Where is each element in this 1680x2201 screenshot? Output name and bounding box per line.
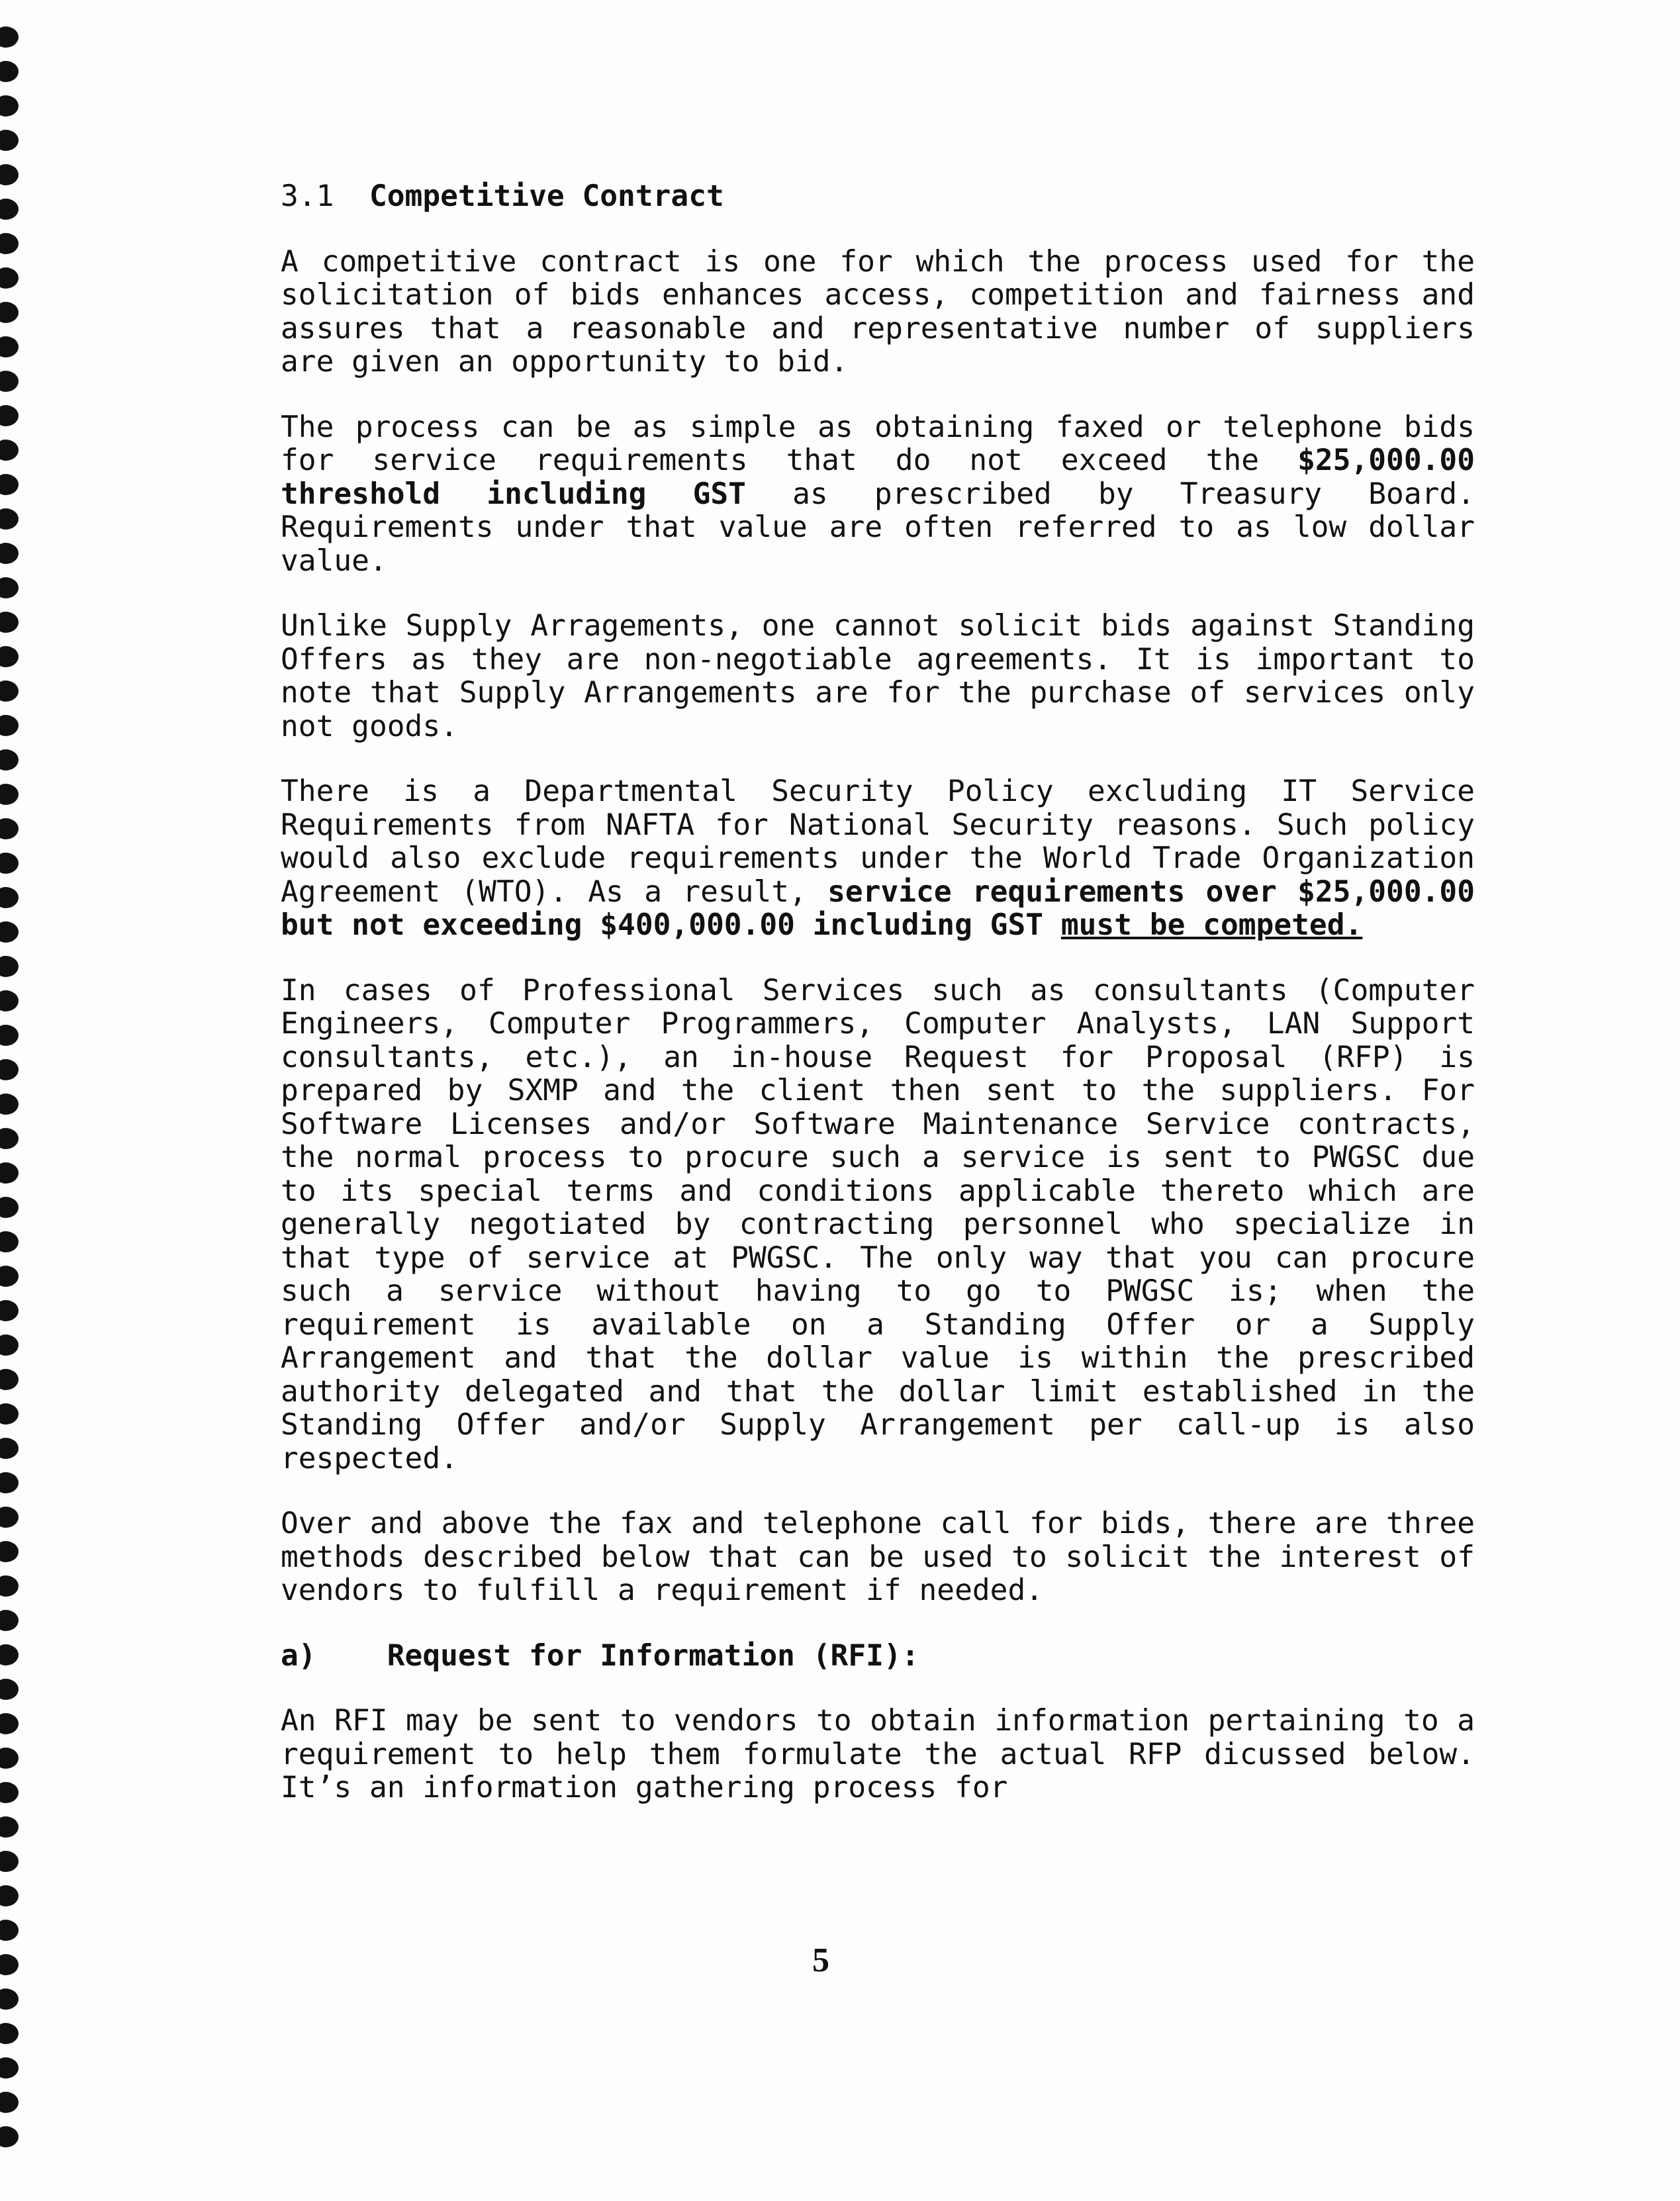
binding-hole bbox=[0, 1644, 19, 1665]
paragraph-professional-services: In cases of Professional Services such as consultants (Computer Engineers, Computer Programmers, Computer Analysts, LAN Support consultants, etc.), an in-house Request for Proposal (RFP) is prepared by SXMP and the client then sent to the suppliers. For Software Licenses and/or Software Maintenance Service contracts, the normal process to procure such a service is sent to PWGSC due to its special terms and conditions applicable thereto which are generally negotiated by contracting personnel who specialize in that type of service at PWGSC. The only way that you can procure such a service without having to go to PWGSC is; when the requirement is available on a Standing Offer or a Supply Arrangement and that the dollar value is within the prescribed authority delegated and that the dollar limit established in the Standing Offer and/or Supply Arrangement per call-up is also respected. bbox=[281, 973, 1475, 1475]
binding-hole bbox=[0, 1300, 19, 1321]
binding-hole bbox=[0, 336, 19, 357]
binding-hole bbox=[0, 267, 19, 289]
binding-hole bbox=[0, 371, 19, 392]
binding-hole bbox=[0, 1507, 19, 1528]
binding-hole bbox=[0, 2057, 19, 2079]
section-heading bbox=[281, 180, 1475, 214]
binding-hole bbox=[0, 302, 19, 323]
binding-hole bbox=[0, 853, 19, 874]
competition-requirement-emphasis: service requirements over $25,000.00 but not exceeding $400,000.00 including GST bbox=[281, 874, 1475, 942]
paragraph-solicitation-methods: Over and above the fax and telephone call for bids, there are three methods described below that can be used to solicit the interest of vendors to fulfill a requirement if needed. bbox=[281, 1507, 1475, 1607]
binding-hole bbox=[0, 2092, 19, 2113]
binding-hole bbox=[0, 749, 19, 771]
binding-hole bbox=[0, 543, 19, 564]
binding-hole bbox=[0, 1403, 19, 1425]
paragraph-rfi: An RFI may be sent to vendors to obtain information pertaining to a requirement to help them formulate the actual RFP dicussed below. It’s an information gathering process for bbox=[281, 1704, 1475, 1804]
binding-hole bbox=[0, 646, 19, 667]
binding-hole bbox=[0, 1059, 19, 1080]
binding-hole bbox=[0, 1128, 19, 1149]
section-title: Competitive Contract bbox=[369, 179, 724, 213]
binding-hole bbox=[0, 61, 19, 82]
binding-hole bbox=[0, 1335, 19, 1356]
binding-hole bbox=[0, 1162, 19, 1184]
page-number: 5 bbox=[812, 1942, 829, 1979]
binding-hole bbox=[0, 405, 19, 426]
binding-hole bbox=[0, 508, 19, 530]
binding-hole bbox=[0, 990, 19, 1011]
binding-hole bbox=[0, 95, 19, 117]
binding-hole bbox=[0, 1472, 19, 1493]
paragraph-supply-arrangements: Unlike Supply Arragements, one cannot solicit bids against Standing Offers as they are non-negotiable agreements. It is important to note that Supply Arrangements are for the purchase of services only not goods. bbox=[281, 609, 1475, 743]
binding-hole bbox=[0, 715, 19, 736]
section-number: 3.1 bbox=[281, 179, 334, 213]
binding-hole bbox=[0, 818, 19, 839]
binding-hole bbox=[0, 1025, 19, 1046]
spiral-binding bbox=[0, 26, 26, 2201]
binding-hole bbox=[0, 130, 19, 151]
subsection-marker: a) bbox=[281, 1638, 316, 1673]
binding-hole bbox=[0, 2126, 19, 2147]
must-be-competed-emphasis: must be competed. bbox=[1060, 908, 1363, 942]
paragraph-text: There is a Departmental Security Policy excluding IT Service Requirements from NAFTA for National Security reasons. Such policy would also exclude requirements under the World Trade Organization Agreement (WTO). As a result, bbox=[281, 774, 1475, 909]
paragraph-competitive-definition: A competitive contract is one for which the process used for the solicitation of bids enhances access, competition and fairness and assures that a reasonable and representative number of suppliers are given an opportunity to bid. bbox=[281, 244, 1475, 379]
binding-hole bbox=[0, 1816, 19, 1838]
threshold-emphasis: $25,000.00 threshold including GST bbox=[281, 444, 1475, 511]
binding-hole bbox=[0, 1369, 19, 1390]
page-content bbox=[281, 180, 1475, 1837]
binding-hole bbox=[0, 233, 19, 254]
paragraph-text: The process can be as simple as obtaining faxed or telephone bids for service requirements that do not exceed the bbox=[281, 410, 1475, 477]
binding-hole bbox=[0, 2023, 19, 2044]
binding-hole bbox=[0, 1989, 19, 2010]
binding-hole bbox=[0, 784, 19, 805]
binding-hole bbox=[0, 26, 19, 48]
paragraph-text: as prescribed by Treasury Board. Requirements under that value are often referred to as low dollar value. bbox=[281, 477, 1475, 578]
binding-hole bbox=[0, 1438, 19, 1459]
binding-hole bbox=[0, 921, 19, 943]
paragraph-security-policy bbox=[281, 775, 1475, 943]
binding-hole bbox=[0, 440, 19, 461]
binding-hole bbox=[0, 1748, 19, 1769]
binding-hole bbox=[0, 474, 19, 495]
binding-hole bbox=[0, 1920, 19, 1941]
subsection-title: Request for Information (RFI): bbox=[387, 1638, 919, 1673]
binding-hole bbox=[0, 1231, 19, 1252]
binding-hole bbox=[0, 577, 19, 598]
binding-hole bbox=[0, 199, 19, 220]
binding-hole bbox=[0, 1885, 19, 1906]
binding-hole bbox=[0, 1954, 19, 1975]
binding-hole bbox=[0, 680, 19, 702]
binding-hole bbox=[0, 1197, 19, 1218]
binding-hole bbox=[0, 1575, 19, 1597]
binding-hole bbox=[0, 887, 19, 908]
binding-hole bbox=[0, 1782, 19, 1803]
binding-hole bbox=[0, 1541, 19, 1562]
binding-hole bbox=[0, 1679, 19, 1700]
paragraph-low-dollar-value bbox=[281, 411, 1475, 579]
binding-hole bbox=[0, 1266, 19, 1287]
binding-hole bbox=[0, 956, 19, 977]
binding-hole bbox=[0, 1851, 19, 1872]
binding-hole bbox=[0, 1713, 19, 1734]
binding-hole bbox=[0, 164, 19, 185]
binding-hole bbox=[0, 1610, 19, 1631]
subsection-heading bbox=[281, 1640, 1475, 1673]
binding-hole bbox=[0, 612, 19, 633]
binding-hole bbox=[0, 1094, 19, 1115]
